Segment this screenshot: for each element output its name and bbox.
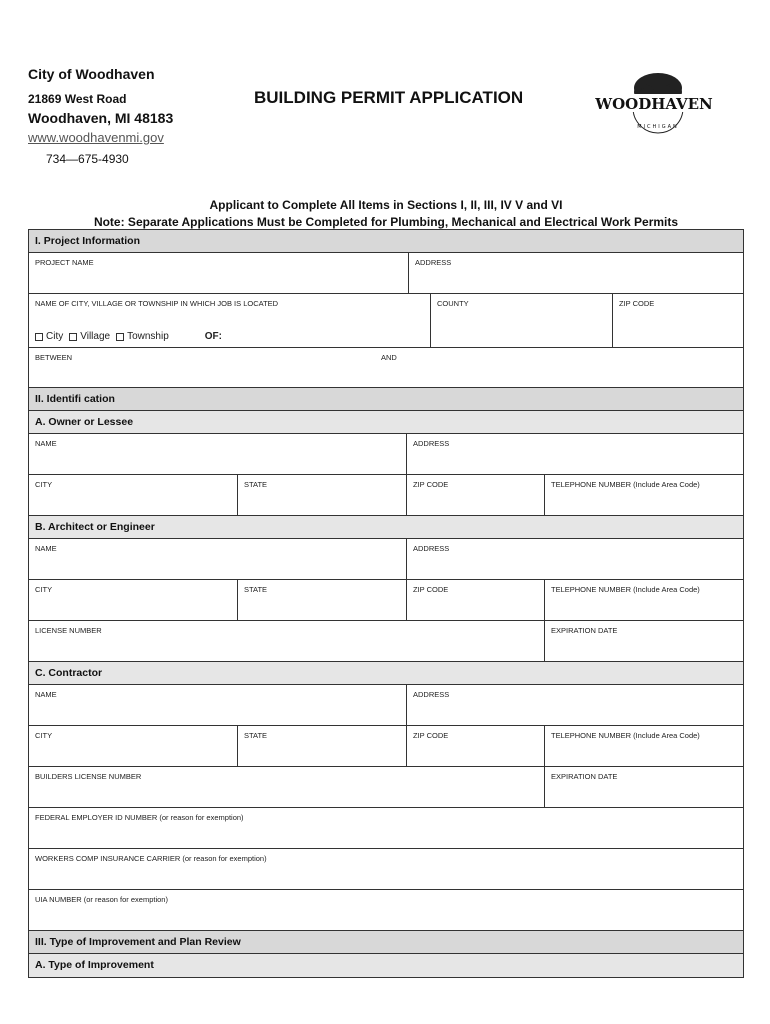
letterhead [28, 66, 748, 176]
between-field[interactable] [29, 348, 743, 387]
owner-zip-field[interactable] [407, 475, 545, 515]
architect-phone-field[interactable] [545, 580, 743, 620]
contractor-expiration-field[interactable] [545, 767, 743, 807]
architect-expiration-field[interactable] [545, 621, 743, 661]
contractor-heading: C. Contractor [29, 662, 743, 685]
fein-label: FEDERAL EMPLOYER ID NUMBER (or reason for exemption) [35, 813, 244, 822]
owner-state-field[interactable] [238, 475, 407, 515]
architect-name-row [29, 539, 743, 580]
contractor-phone-label: TELEPHONE NUMBER (Include Area Code) [551, 731, 700, 740]
architect-engineer-heading: B. Architect or Engineer [29, 516, 743, 539]
phone-number: 734—675-4930 [46, 152, 129, 166]
contractor-state-field[interactable] [238, 726, 407, 766]
contractor-address-label: ADDRESS [413, 690, 450, 699]
section-type-of-improvement: III. Type of Improvement and Plan Review [29, 931, 743, 954]
workers-comp-row [29, 849, 743, 890]
page-title: BUILDING PERMIT APPLICATION [254, 88, 524, 107]
architect-license-row [29, 621, 743, 662]
workers-comp-field[interactable] [29, 849, 743, 889]
owner-address-label: ADDRESS [413, 439, 450, 448]
contractor-license-label: BUILDERS LICENSE NUMBER [35, 772, 142, 781]
architect-city-field[interactable] [29, 580, 238, 620]
architect-address-field[interactable] [407, 539, 743, 579]
contractor-name-label: NAME [35, 690, 57, 699]
owner-zip-label: ZIP CODE [413, 480, 449, 489]
project-name-label: PROJECT NAME [35, 258, 94, 267]
owner-city-label: CITY [35, 480, 53, 489]
checkbox-icon [69, 333, 77, 341]
architect-state-label: STATE [244, 585, 268, 594]
owner-city-row [29, 475, 743, 516]
instructions-line-2: Note: Separate Applications Must be Completed for Plumbing, Mechanical and Electrical Work Permits [93, 215, 679, 229]
township-option-label: Township [127, 331, 169, 342]
logo-wordmark: WOODHAVEN [595, 95, 713, 113]
architect-expiration-label: EXPIRATION DATE [551, 626, 618, 635]
contractor-state-label: STATE [244, 731, 268, 740]
and-label: AND [381, 353, 397, 362]
city-state-zip: Woodhaven, MI 48183 [28, 110, 174, 126]
project-zip-field[interactable] [613, 294, 743, 347]
city-option-label: City [46, 331, 64, 342]
uia-row [29, 890, 743, 931]
between-label: BETWEEN [35, 353, 73, 362]
architect-license-field[interactable] [29, 621, 545, 661]
contractor-name-field[interactable] [29, 685, 407, 725]
permit-form [28, 229, 744, 978]
architect-zip-field[interactable] [407, 580, 545, 620]
owner-lessee-heading: A. Owner or Lessee [29, 411, 743, 434]
owner-city-field[interactable] [29, 475, 238, 515]
architect-name-field[interactable] [29, 539, 407, 579]
fein-row [29, 808, 743, 849]
contractor-license-field[interactable] [29, 767, 545, 807]
fein-field[interactable] [29, 808, 743, 848]
owner-phone-field[interactable] [545, 475, 743, 515]
instructions-line-1: Applicant to Complete All Items in Sections I, II, III, IV V and VI [209, 198, 563, 212]
project-address-label: ADDRESS [415, 258, 452, 267]
section-identification: II. Identifi cation [29, 388, 743, 411]
contractor-address-field[interactable] [407, 685, 743, 725]
county-field[interactable] [431, 294, 613, 347]
contractor-phone-field[interactable] [545, 726, 743, 766]
township-checkbox[interactable] [116, 331, 169, 342]
village-option-label: Village [80, 331, 111, 342]
contractor-zip-label: ZIP CODE [413, 731, 449, 740]
architect-address-label: ADDRESS [413, 544, 450, 553]
contractor-license-row [29, 767, 743, 808]
checkbox-icon [35, 333, 43, 341]
checkbox-icon [116, 333, 124, 341]
street-address: 21869 West Road [28, 92, 127, 106]
municipality-type-options [35, 331, 222, 342]
contractor-city-label: CITY [35, 731, 53, 740]
architect-state-field[interactable] [238, 580, 407, 620]
between-row [29, 348, 743, 388]
architect-zip-label: ZIP CODE [413, 585, 449, 594]
project-name-field[interactable] [29, 253, 409, 293]
owner-name-label: NAME [35, 439, 57, 448]
owner-state-label: STATE [244, 480, 268, 489]
type-of-improvement-heading: A. Type of Improvement [29, 954, 743, 977]
city-name: City of Woodhaven [28, 66, 155, 82]
owner-address-field[interactable] [407, 434, 743, 474]
municipality-field[interactable] [29, 294, 431, 347]
contractor-name-row [29, 685, 743, 726]
project-zip-label: ZIP CODE [619, 299, 655, 308]
website-link[interactable]: www.woodhavenmi.gov [28, 130, 164, 145]
architect-city-row [29, 580, 743, 621]
contractor-city-field[interactable] [29, 726, 238, 766]
section-project-information: I. Project Information [29, 230, 743, 253]
project-row [29, 253, 743, 294]
county-label: COUNTY [437, 299, 469, 308]
location-row [29, 294, 743, 348]
architect-license-label: LICENSE NUMBER [35, 626, 102, 635]
contractor-zip-field[interactable] [407, 726, 545, 766]
woodhaven-logo-icon [595, 70, 713, 136]
city-checkbox[interactable] [35, 331, 63, 342]
owner-name-row [29, 434, 743, 475]
contractor-city-row [29, 726, 743, 767]
project-address-field[interactable] [409, 253, 743, 293]
municipality-label: NAME OF CITY, VILLAGE OR TOWNSHIP IN WHICH JOB IS LOCATED [35, 299, 279, 308]
contractor-expiration-label: EXPIRATION DATE [551, 772, 618, 781]
owner-phone-label: TELEPHONE NUMBER (Include Area Code) [551, 480, 700, 489]
uia-field[interactable] [29, 890, 743, 930]
logo-subtext: MICHIGAN [637, 124, 679, 130]
of-label: OF: [204, 331, 222, 342]
owner-name-field[interactable] [29, 434, 407, 474]
architect-city-label: CITY [35, 585, 53, 594]
architect-phone-label: TELEPHONE NUMBER (Include Area Code) [551, 585, 700, 594]
uia-label: UIA NUMBER (or reason for exemption) [35, 895, 168, 904]
instructions [28, 197, 744, 231]
workers-comp-label: WORKERS COMP INSURANCE CARRIER (or reason for exemption) [35, 854, 267, 863]
architect-name-label: NAME [35, 544, 57, 553]
village-checkbox[interactable] [69, 331, 110, 342]
